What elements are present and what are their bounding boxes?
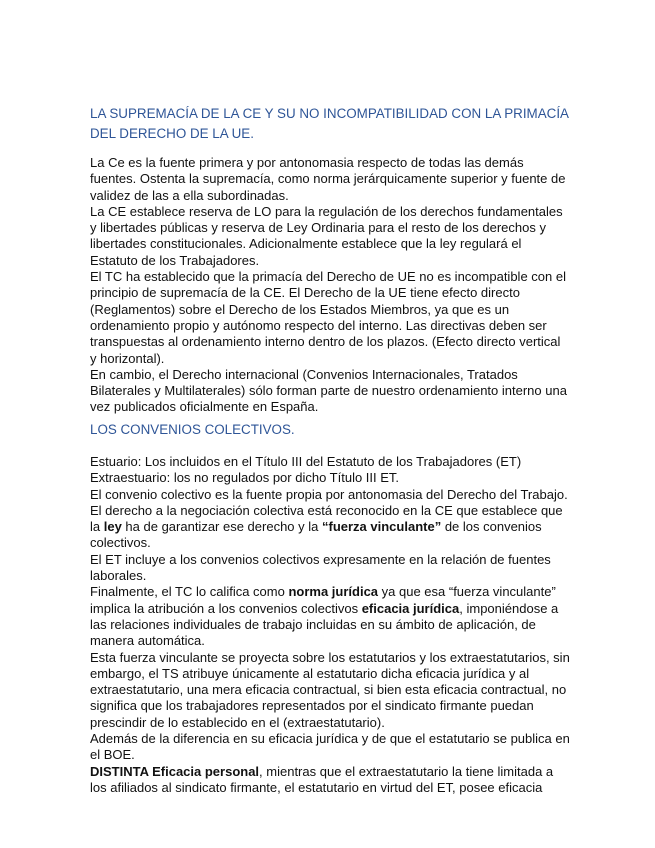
paragraph: El ET incluye a los convenios colectivos expresamente en la relación de fuentes laborales. bbox=[90, 551, 551, 584]
text-run: , mientras que el extraestatutario la tiene limitada a los afiliados al sindicato firmante, el estatutario en virtud del ET, posee eficacia bbox=[90, 763, 554, 795]
bold-text: DISTINTA Eficacia personal bbox=[90, 763, 260, 779]
paragraph: Además de la diferencia en su eficacia jurídica y de que el estatutario se publica en el BOE. bbox=[90, 731, 570, 763]
text-run: El derecho a la negociación colectiva está reconocido en la CE que establece que la bbox=[90, 502, 563, 535]
bold-text: “fuerza vinculante” bbox=[322, 519, 442, 535]
bold-text: ley bbox=[103, 519, 122, 535]
text-run: ya que esa “fuerza vinculante” implica la atribución a los convenios colectivos bbox=[90, 584, 556, 616]
paragraph: Esta fuerza vinculante se proyecta sobre los estatutarios y los extraestatutarios, sin embargo, el TS atribuye únicamente al estatutario dicha eficacia jurídica y al extraestatutario, una mera eficacia contractual, si bien esta eficacia contractual, no significa que los trabajadores representados por el sindicato firmante puedan prescindir de lo establecido en el (extraestatutario). bbox=[90, 649, 570, 730]
text-run: ha de garantizar ese derecho y la bbox=[121, 519, 322, 535]
paragraph: El convenio colectivo es la fuente propia por antonomasia del Derecho del Trabajo. bbox=[90, 486, 568, 502]
paragraph: Estuario: Los incluidos en el Título III del Estatuto de los Trabajadores (ET) bbox=[90, 454, 522, 469]
paragraph: En cambio, el Derecho internacional (Convenios Internacionales, Tratados Bilaterales y Multilaterales) sólo forman parte de nuestro ordenamiento interno una vez publicados oficialmente en España. bbox=[90, 366, 567, 415]
paragraph: La CE establece reserva de LO para la regulación de los derechos fundamentales y libertades públicas y reserva de Ley Ordinaria para el resto de los derechos y libertades constitucionales. Adicionalmente establece que la ley regulará el Estatuto de los Trabajadores. bbox=[90, 203, 563, 268]
paragraph: Extraestuario: los no regulados por dicho Título III ET. bbox=[90, 470, 400, 486]
text-run: , imponiéndose a las relaciones individuales de trabajo incluidas en su ámbito de aplicación, de manera automática. bbox=[90, 600, 559, 649]
text-run: de los convenios colectivos. bbox=[90, 519, 542, 551]
bold-text: eficacia jurídica bbox=[361, 600, 460, 616]
section-body-supremacia bbox=[90, 155, 570, 416]
paragraph: La Ce es la fuente primera y por antonomasia respecto de todas las demás fuentes. Ostenta la supremacía, como norma jerárquicamente superior y fuente de validez de las a ella subordinadas. bbox=[90, 155, 566, 203]
text-run: Finalmente, el TC lo califica como bbox=[90, 584, 289, 600]
paragraph bbox=[90, 584, 570, 649]
section-heading-supremacia: LA SUPREMACÍA DE LA CE Y SU NO INCOMPATIBILIDAD CON LA PRIMACÍA DEL DERECHO DE LA UE. bbox=[90, 106, 569, 141]
bold-text: norma jurídica bbox=[288, 584, 379, 600]
paragraph bbox=[90, 503, 570, 552]
section-heading-convenios: LOS CONVENIOS COLECTIVOS. bbox=[90, 422, 295, 437]
section-body-convenios bbox=[90, 454, 570, 796]
paragraph: El TC ha establecido que la primacía del Derecho de UE no es incompatible con el principio de supremacía de la CE. El Derecho de la UE tiene efecto directo (Reglamentos) sobre el Derecho de los Estados Miembros, ya que es un ordenamiento propio y autónomo respecto del interno. Las directivas deben ser transpuestas al ordenamiento interno dentro de los plazos. (Efecto directo vertical y horizontal). bbox=[90, 269, 566, 366]
paragraph bbox=[90, 764, 570, 797]
